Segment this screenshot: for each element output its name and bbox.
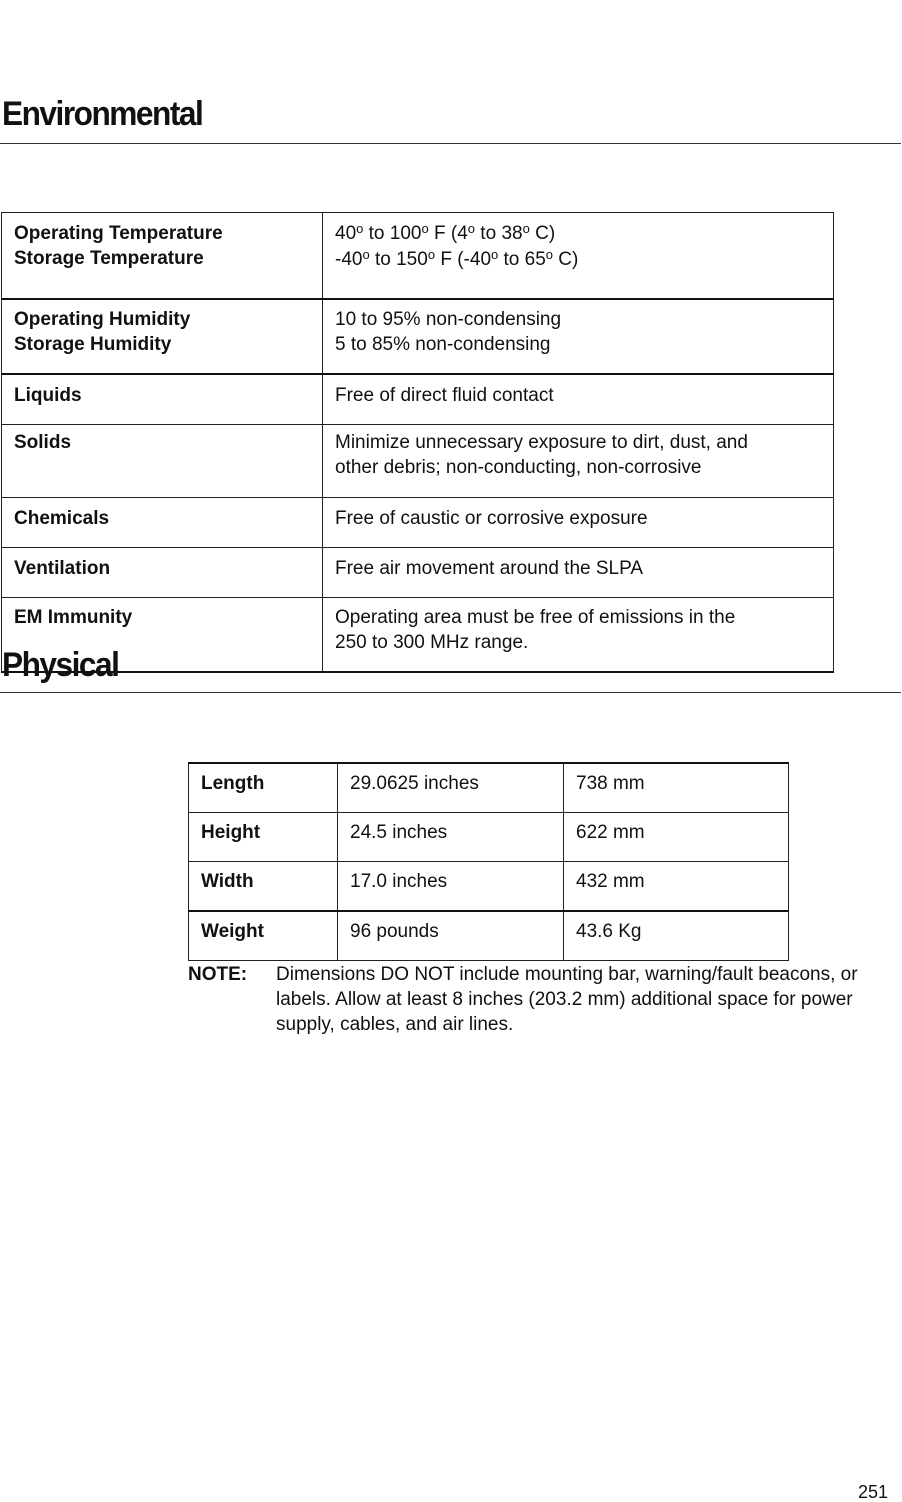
length-imperial: 29.0625 inches <box>338 763 564 813</box>
em-immunity-value-line: 250 to 300 MHz range. <box>335 632 529 653</box>
weight-label: Weight <box>189 911 338 961</box>
liquids-label: Liquids <box>2 374 323 425</box>
humidity-label-cell <box>2 299 323 374</box>
note-text: Dimensions DO NOT include mounting bar, warning/fault beacons, or labels. Allow at least 8 inches (203.2 mm) additional space for power supply, cables, and air lines. <box>276 964 858 1035</box>
operating-temperature-label: Operating Temperature <box>14 223 223 244</box>
solids-label: Solids <box>2 425 323 498</box>
humidity-value-cell <box>323 299 834 374</box>
environmental-heading: Environmental <box>2 95 203 133</box>
page-number: 251 <box>857 1482 888 1502</box>
table-row <box>2 598 834 673</box>
temperature-value-cell <box>323 213 834 300</box>
length-label: Length <box>189 763 338 813</box>
operating-temperature-value: 40$^o$ to 100$^o$ F (4$^o$ to 38$^o$ C) <box>335 221 556 244</box>
chemicals-label: Chemicals <box>2 498 323 548</box>
height-label: Height <box>189 813 338 862</box>
storage-humidity-label: Storage Humidity <box>14 334 172 355</box>
table-row <box>189 763 789 813</box>
table-row <box>2 498 834 548</box>
height-metric: 622 mm <box>564 813 789 862</box>
em-immunity-label: EM Immunity <box>2 598 323 673</box>
length-metric: 738 mm <box>564 763 789 813</box>
height-imperial: 24.5 inches <box>338 813 564 862</box>
width-label: Width <box>189 862 338 912</box>
environmental-divider <box>0 143 901 144</box>
environmental-table <box>1 212 834 673</box>
ventilation-label: Ventilation <box>2 548 323 598</box>
ventilation-value: Free air movement around the SLPA <box>323 548 834 598</box>
solids-value-line: Minimize unnecessary exposure to dirt, dust, and <box>335 432 748 453</box>
note-label: NOTE: <box>188 964 248 985</box>
weight-metric: 43.6 Kg <box>564 911 789 961</box>
table-row <box>189 911 789 961</box>
table-row <box>189 813 789 862</box>
solids-value-line: other debris; non-conducting, non-corrosive <box>335 457 702 478</box>
operating-humidity-label: Operating Humidity <box>14 309 191 330</box>
physical-table <box>188 762 789 961</box>
physical-heading: Physical <box>2 646 119 684</box>
table-row <box>2 213 834 300</box>
operating-humidity-value: 10 to 95% non-condensing <box>335 309 562 330</box>
table-row <box>2 548 834 598</box>
em-immunity-value-cell <box>323 598 834 673</box>
physical-divider <box>0 692 901 693</box>
width-imperial: 17.0 inches <box>338 862 564 912</box>
storage-humidity-value: 5 to 85% non-condensing <box>335 334 551 355</box>
chemicals-value: Free of caustic or corrosive exposure <box>323 498 834 548</box>
liquids-value: Free of direct fluid contact <box>323 374 834 425</box>
storage-temperature-value: -40$^o$ to 150$^o$ F (-40$^o$ to 65$^o$ C) <box>335 247 579 270</box>
table-row <box>2 425 834 498</box>
em-immunity-value-line: Operating area must be free of emissions in the <box>335 607 736 628</box>
temperature-label-cell <box>2 213 323 300</box>
table-row <box>2 374 834 425</box>
width-metric: 432 mm <box>564 862 789 912</box>
table-row <box>2 299 834 374</box>
table-row <box>189 862 789 912</box>
weight-imperial: 96 pounds <box>338 911 564 961</box>
solids-value-cell <box>323 425 834 498</box>
storage-temperature-label: Storage Temperature <box>14 248 204 269</box>
